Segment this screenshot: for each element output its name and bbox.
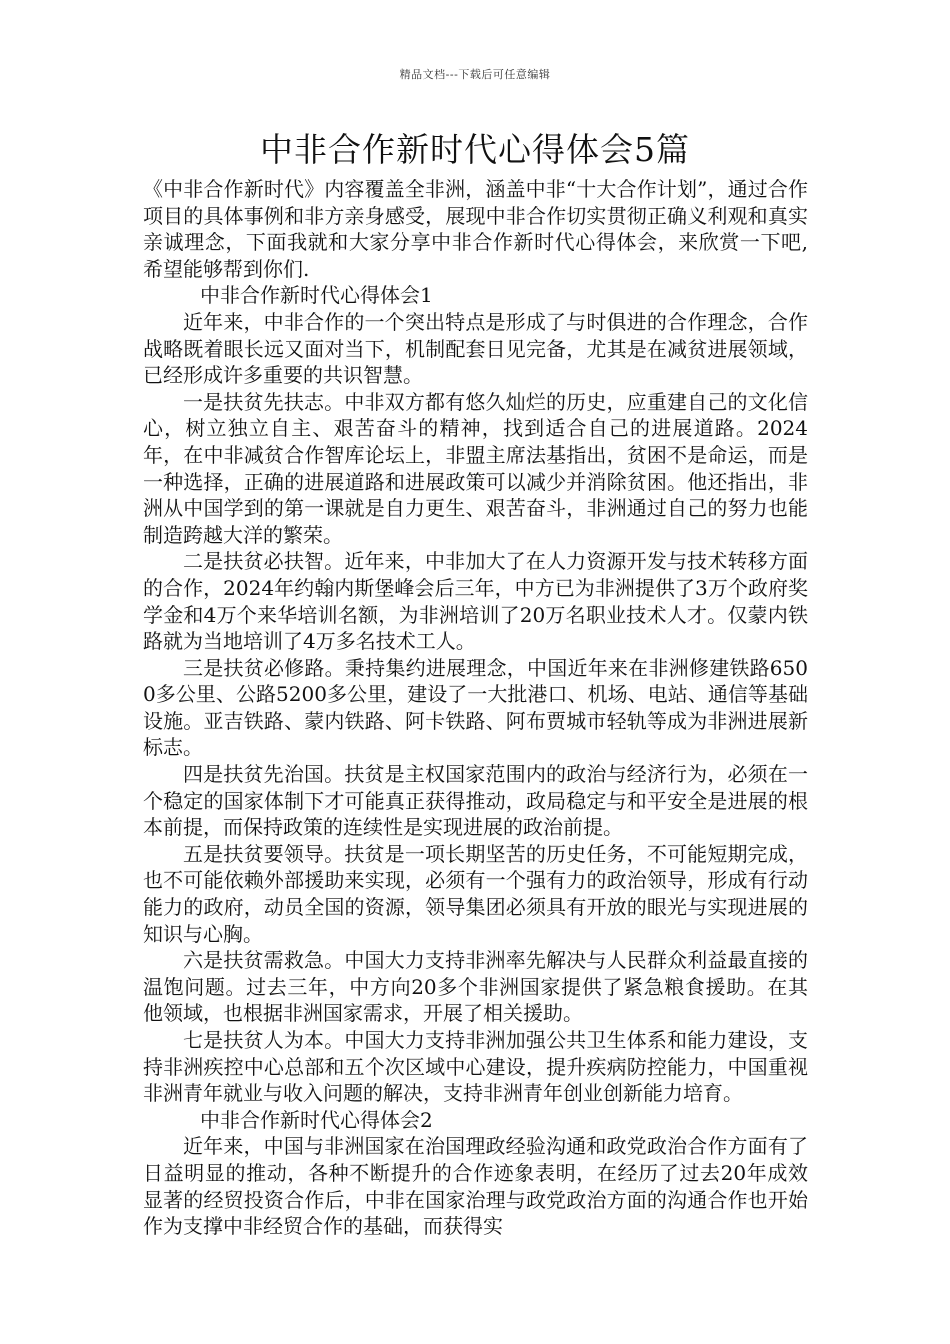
page-header-watermark: 精品文档---下载后可任意编辑 bbox=[399, 68, 551, 81]
body-paragraph: 近年来，中非合作的一个突出特点是形成了与时俱进的合作理念，合作战略既着眼长远又面对当下，机制配套日见完备，尤其是在减贫进展领域，已经形成许多重要的共识智慧。 bbox=[143, 309, 808, 388]
body-paragraph: 四是扶贫先治国。扶贫是主权国家范围内的政治与经济行为，必须在一个稳定的国家体制下才可能真正获得推动，政局稳定与和平安全是进展的根本前提，而保持政策的连续性是实现进展的政治前提。 bbox=[143, 762, 808, 840]
body-paragraph: 三是扶贫必修路。秉持集约进展理念，中国近年来在非洲修建铁路6500多公里、公路5200多公里，建设了一大批港口、机场、电站、通信等基础设施。亚吉铁路、蒙内铁路、阿卡铁路、阿布贾城市轻轨等成为非洲进展新标志。 bbox=[143, 655, 808, 760]
section-heading-1: 中非合作新时代心得体会1 bbox=[200, 283, 433, 308]
body-paragraph: 二是扶贫必扶智。近年来，中非加大了在人力资源开发与技术转移方面的合作，2024年约翰内斯堡峰会后三年，中方已为非洲提供了3万个政府奖学金和4万个来华培训名额，为非洲培训了20万名职业技术人才。仅蒙内铁路就为当地培训了4万多名技术工人。 bbox=[143, 549, 808, 654]
body-paragraph: 七是扶贫人为本。中国大力支持非洲加强公共卫生体系和能力建设，支持非洲疾控中心总部和五个次区域中心建设，提升疾病防控能力，中国重视非洲青年就业与收入问题的解决，支持非洲青年创业创新能力培育。 bbox=[143, 1028, 808, 1106]
body-paragraph: 近年来，中国与非洲国家在治国理政经验沟通和政党政治合作方面有了日益明显的推动，各种不断提升的合作迹象表明，在经历了过去20年成效显著的经贸投资合作后，中非在国家治理与政党政治方面的沟通合作也开始作为支撑中非经贸合作的基础，而获得实 bbox=[143, 1134, 808, 1239]
body-paragraph: 一是扶贫先扶志。中非双方都有悠久灿烂的历史，应重建自己的文化信心，树立独立自主、艰苦奋斗的精神，找到适合自己的进展道路。2024年，在中非减贫合作智库论坛上，非盟主席法基指出，贫困不是命运，而是一种选择，正确的进展道路和进展政策可以减少并消除贫困。他还指出，非洲从中国学到的第一课就是自力更生、艰苦奋斗，非洲通过自己的努力也能制造跨越大洋的繁荣。 bbox=[143, 389, 808, 547]
body-paragraph: 五是扶贫要领导。扶贫是一项长期坚苦的历史任务，不可能短期完成，也不可能依赖外部援助来实现，必须有一个强有力的政治领导，形成有行动能力的政府，动员全国的资源，领导集团必须具有开放的眼光与实现进展的知识与心胸。 bbox=[143, 841, 808, 946]
body-paragraph: 六是扶贫需救急。中国大力支持非洲率先解决与人民群众利益最直接的温饱问题。过去三年，中方向20多个非洲国家提供了紧急粮食援助。在其他领域，也根据非洲国家需求，开展了相关援助。 bbox=[143, 948, 808, 1026]
intro-paragraph: 《中非合作新时代》内容覆盖全非洲，涵盖中非“十大合作计划”，通过合作项目的具体事例和非方亲身感受，展现中非合作切实贯彻正确义利观和真实亲诚理念，下面我就和大家分享中非合作新时代心得体会，来欣赏一下吧,希望能够帮到你们. bbox=[143, 177, 808, 281]
section-heading-2: 中非合作新时代心得体会2 bbox=[200, 1107, 433, 1132]
document-title: 中非合作新时代心得体会5篇 bbox=[260, 130, 690, 169]
document-body bbox=[143, 176, 808, 1240]
